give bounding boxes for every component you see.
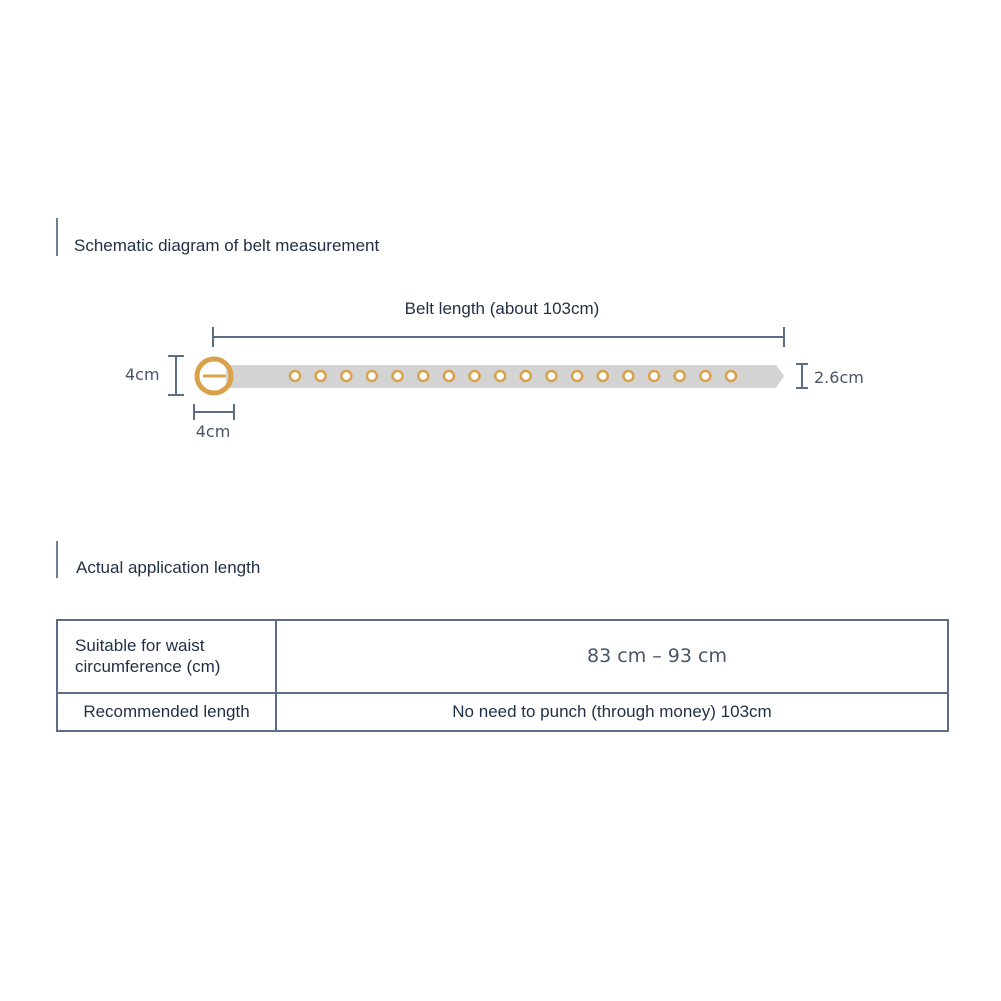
belt-hole (521, 371, 531, 381)
buckle-width-dimension (194, 404, 234, 420)
belt-hole (623, 371, 633, 381)
waist-value-cell: 83 cm – 93 cm (276, 620, 948, 693)
application-section-title: Actual application length (76, 558, 261, 577)
belt-hole (418, 371, 428, 381)
belt-hole (367, 371, 377, 381)
belt-hole (700, 371, 710, 381)
belt-hole (290, 371, 300, 381)
diagram-section-title: Schematic diagram of belt measurement (74, 236, 380, 255)
belt-hole (341, 371, 351, 381)
waist-label-cell: Suitable for waist circumference (cm) (57, 620, 276, 693)
table-row (57, 620, 948, 693)
belt-diagram (0, 0, 1001, 480)
belt-hole (547, 371, 557, 381)
belt-hole (598, 371, 608, 381)
strap-width-label: 2.6cm (814, 368, 864, 387)
belt-length-label: Belt length (about 103cm) (404, 299, 600, 318)
belt-hole (495, 371, 505, 381)
buckle-height-label: 4cm (125, 365, 160, 384)
section-marker-application (56, 541, 58, 578)
belt-buckle (197, 359, 231, 393)
belt-hole (726, 371, 736, 381)
belt-hole (316, 371, 326, 381)
application-length-table (56, 619, 949, 732)
belt-hole (649, 371, 659, 381)
belt-hole (470, 371, 480, 381)
recommended-value-cell: No need to punch (through money) 103cm (276, 693, 948, 731)
buckle-width-label: 4cm (195, 422, 231, 441)
recommended-label-cell: Recommended length (57, 693, 276, 731)
table-row (57, 693, 948, 731)
belt-length-dimension-line (213, 327, 784, 347)
buckle-height-dimension (168, 356, 184, 395)
belt-hole (572, 371, 582, 381)
belt-hole (675, 371, 685, 381)
belt-hole (444, 371, 454, 381)
belt-hole (393, 371, 403, 381)
strap-width-dimension (796, 364, 808, 388)
